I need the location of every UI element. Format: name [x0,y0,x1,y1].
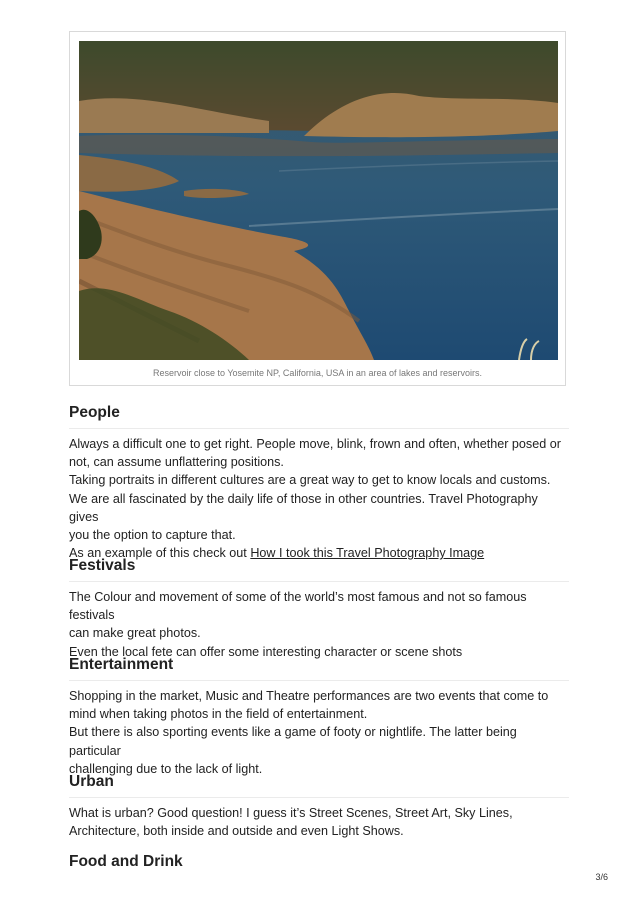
link-prefix: As an example of this check out [69,546,251,561]
section-heading: Food and Drink [69,853,183,870]
page-number: 3/6 [595,872,608,882]
text-line: can make great photos. [69,626,201,641]
text-line: Taking portraits in different cultures are a great way to get to know locals and customs. [69,473,551,488]
text-line: What is urban? Good question! I guess it’s Street Scenes, Street Art, Sky Lines, [69,806,513,820]
section-heading: People [69,403,569,429]
text-line: We are all fascinated by the daily life of those in other countries. Travel Photography gives [69,491,538,524]
photo-caption: Reservoir close to Yosemite NP, California, USA in an area of lakes and reservoirs. [153,368,482,378]
photo-figure [69,31,566,386]
text-line: Even the local fete can offer some interesting character or scene shots [69,644,463,659]
section-food-and-drink [69,852,569,877]
text-line: challenging due to the lack of light. [69,761,263,776]
section-festivals [69,556,569,661]
text-line: The Colour and movement of some of the world’s most famous and not so famous festivals [69,590,527,623]
section-heading: Urban [69,772,569,798]
text-line: you the option to capture that. [69,528,236,543]
text-line: But there is also sporting events like a game of footy or nightlife. The latter being particular [69,725,517,758]
travel-photography-link[interactable]: How I took this Travel Photography Image [250,546,485,561]
section-urban [69,772,569,840]
section-body [69,687,569,778]
text-line: Architecture, both inside and outside and even Light Shows. [69,824,404,839]
reservoir-photo [79,41,558,360]
section-entertainment [69,655,569,778]
text-line: mind when taking photos in the field of entertainment. [69,707,368,722]
section-body [69,588,569,661]
text-line: Always a difficult one to get right. People move, blink, frown and often, whether posed or [69,437,561,451]
section-people [69,403,569,562]
text-line: Shopping in the market, Music and Theatre performances are two events that come to [69,689,549,703]
section-heading: Entertainment [69,655,569,681]
section-body [69,435,569,562]
section-body [69,804,569,840]
text-line: not, can assume unflattering positions. [69,455,284,470]
section-heading: Festivals [69,556,569,582]
